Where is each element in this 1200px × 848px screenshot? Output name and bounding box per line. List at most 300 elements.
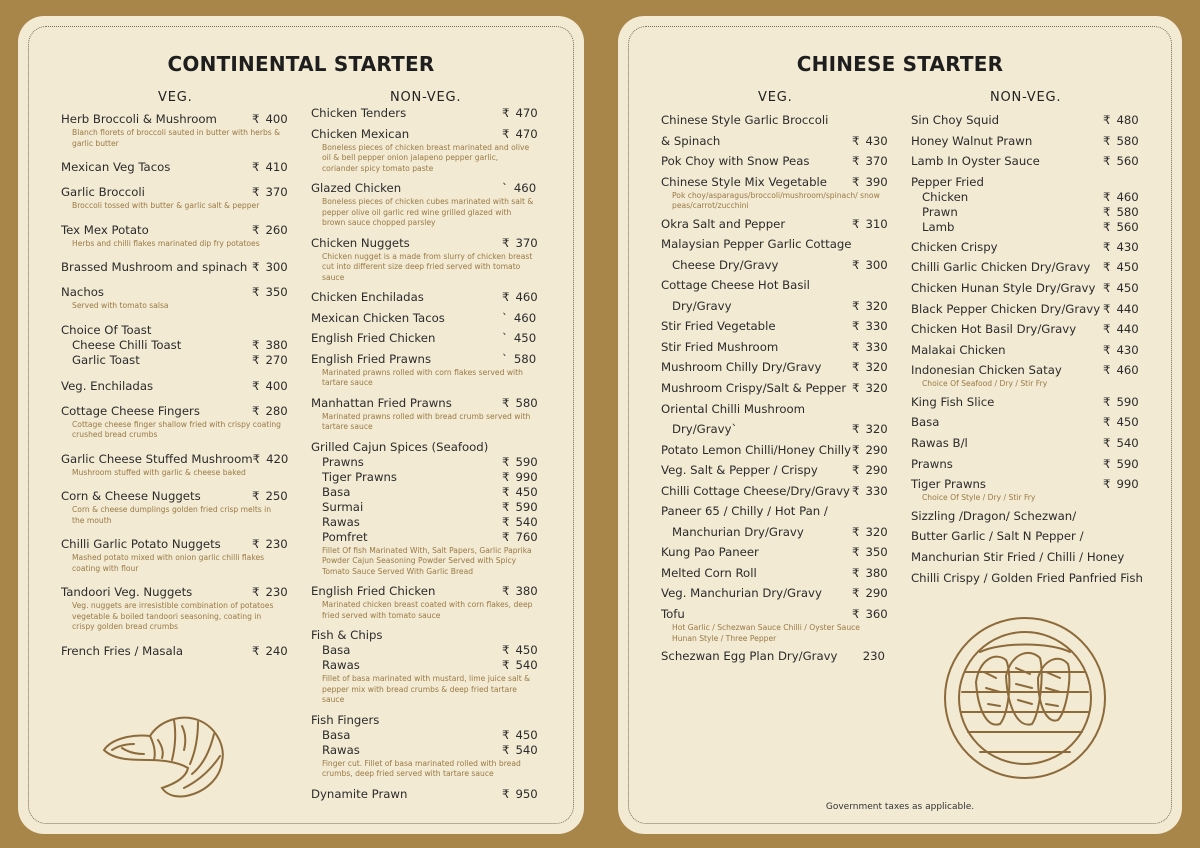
- price-value: 580: [1116, 204, 1139, 219]
- menu-item: [61, 585, 288, 633]
- price-value: 580: [1116, 133, 1139, 148]
- currency-symbol: ₹: [1103, 280, 1111, 295]
- item-price: [502, 584, 538, 599]
- menu-item: [911, 239, 1139, 255]
- item-price: [502, 352, 535, 367]
- menu-item-row: [911, 239, 1139, 255]
- item-price: [252, 643, 288, 659]
- item-name: Chilli Garlic Potato Nuggets: [61, 537, 221, 551]
- menu-item: [661, 504, 885, 519]
- menu-item: [311, 628, 538, 706]
- currency-symbol: ₹: [502, 742, 510, 757]
- item-price: [852, 133, 888, 149]
- item-name: Veg. Enchiladas: [61, 378, 154, 393]
- currency-symbol: ₹: [852, 422, 860, 437]
- item-name: Potato Lemon Chilli/Honey Chilly: [661, 442, 852, 457]
- menu-item: [911, 260, 1139, 275]
- menu-item-row: [661, 174, 888, 190]
- currency-symbol: ₹: [252, 185, 260, 199]
- menu-item: [661, 607, 888, 644]
- menu-item-row: [661, 422, 888, 437]
- currency-symbol: ₹: [252, 378, 260, 393]
- item-price: [502, 311, 535, 326]
- item-name: Oriental Chilli Mushroom: [661, 401, 806, 416]
- currency-symbol: ₹: [1103, 219, 1111, 234]
- item-description: Served with tomato salsa: [72, 301, 169, 310]
- item-name: Malakai Chicken: [911, 342, 1006, 357]
- item-price: [252, 378, 288, 394]
- menu-item: [661, 422, 888, 437]
- menu-item-row: [61, 260, 288, 275]
- currency-symbol: ₹: [852, 298, 860, 313]
- price-value: 320: [865, 360, 888, 375]
- item-name: Okra Salt and Pepper: [661, 216, 786, 231]
- price-value: 540: [515, 514, 538, 529]
- item-name: Rawas: [322, 658, 360, 673]
- price-value: 440: [1116, 322, 1139, 337]
- currency-symbol: ₹: [852, 257, 860, 272]
- currency-symbol: ₹: [502, 529, 510, 544]
- item-name: Veg. Manchurian Dry/Gravy: [661, 586, 822, 601]
- menu-item-row: [911, 550, 1136, 565]
- item-name: Pomfret: [322, 529, 368, 544]
- currency-symbol: ₹: [852, 216, 860, 231]
- item-name: Chicken Hot Basil Dry/Gravy: [911, 322, 1077, 337]
- menu-item-row: [911, 509, 1136, 524]
- item-price: [502, 181, 535, 196]
- currency-symbol: ₹: [1103, 477, 1111, 492]
- currency-symbol: `: [502, 310, 508, 325]
- sub-item-row: [311, 658, 538, 673]
- item-name: Schezwan Egg Plan Dry/Gravy: [661, 649, 838, 664]
- item-name: Rawas B/l: [911, 436, 968, 451]
- price-value: 420: [266, 451, 289, 466]
- price-value: 370: [515, 235, 538, 250]
- price-value: 290: [865, 442, 888, 457]
- currency-symbol: ₹: [852, 174, 860, 189]
- price-value: 990: [1116, 477, 1139, 492]
- item-name: Sin Choy Squid: [911, 113, 1000, 127]
- item-price: [1103, 189, 1139, 205]
- currency-symbol: ₹: [502, 395, 510, 410]
- currency-symbol: ₹: [852, 442, 860, 457]
- currency-symbol: ₹: [1103, 394, 1111, 409]
- menu-item: [661, 319, 888, 334]
- currency-symbol: ₹: [852, 586, 860, 601]
- currency-symbol: ₹: [1103, 260, 1111, 275]
- sub-item-row: [311, 727, 538, 743]
- price-value: 380: [865, 565, 888, 580]
- price-value: 250: [265, 489, 288, 503]
- menu-item: [61, 322, 288, 368]
- item-price: [252, 185, 288, 200]
- item-name: Fish Fingers: [311, 712, 380, 727]
- item-name: Rawas: [322, 742, 360, 757]
- currency-symbol: ₹: [502, 643, 510, 658]
- price-value: 760: [515, 529, 538, 544]
- menu-item: [661, 257, 888, 273]
- item-price: [502, 786, 538, 802]
- item-name: Surmai: [322, 499, 364, 514]
- currency-symbol: ₹: [252, 260, 260, 274]
- menu-item: [911, 415, 1139, 430]
- sub-item-row: [911, 189, 1139, 205]
- item-price: [502, 395, 538, 411]
- item-name: Pepper Fried: [911, 174, 984, 189]
- price-value: 590: [515, 499, 538, 514]
- menu-item: [61, 643, 288, 659]
- price-value: 950: [515, 786, 538, 801]
- menu-item-row: [311, 311, 535, 326]
- menu-item-row: [661, 607, 888, 622]
- item-description: Herbs and chilli flakes marinated dip fry potatoes: [72, 238, 260, 248]
- currency-symbol: ₹: [852, 319, 860, 334]
- item-name: Cottage Cheese Hot Basil: [661, 278, 810, 293]
- item-price: [1103, 342, 1139, 358]
- item-price: [1103, 322, 1139, 337]
- item-name: Basa: [322, 727, 351, 742]
- chinese-veg-list: [661, 113, 888, 670]
- item-description: Hot Garlic / Schezwan Sauce Chilli / Oyster Sauce Hunan Style / Three Pepper: [672, 623, 860, 643]
- price-value: 450: [515, 484, 538, 499]
- item-price: [1103, 219, 1139, 235]
- currency-symbol: ₹: [1103, 301, 1111, 316]
- item-price: [502, 235, 538, 251]
- item-name: Cheese Chilli Toast: [72, 337, 182, 352]
- menu-item: [661, 442, 888, 458]
- menu-item: [61, 285, 288, 312]
- item-name: Glazed Chicken: [311, 181, 402, 196]
- item-price: [852, 339, 888, 355]
- price-value: 230: [265, 537, 288, 551]
- menu-item: [661, 381, 888, 396]
- menu-item: [61, 112, 288, 149]
- item-price: [1103, 301, 1139, 317]
- menu-item: [661, 524, 888, 540]
- menu-item: [311, 439, 538, 578]
- currency-symbol: ₹: [502, 584, 510, 599]
- item-name: Stir Fried Mushroom: [661, 339, 779, 354]
- price-value: 540: [515, 742, 538, 757]
- item-price: [502, 742, 538, 758]
- item-name: Sizzling /Dragon/ Schezwan/: [911, 508, 1077, 523]
- menu-item-row: [661, 133, 888, 149]
- item-name: Chilli Cottage Cheese/Dry/Gravy: [661, 483, 850, 498]
- menu-item-row: [661, 402, 885, 417]
- currency-symbol: ₹: [852, 154, 860, 169]
- item-price: [852, 483, 888, 499]
- currency-symbol: ₹: [502, 499, 510, 514]
- item-description: Boneless pieces of chicken breast marinated and olive oil & bell pepper onion jalapeno pepper garlic, coriander spicy tomato paste: [322, 142, 530, 173]
- currency-symbol: ₹: [852, 607, 860, 622]
- currency-symbol: ₹: [1103, 322, 1111, 337]
- item-name: Kung Pao Paneer: [661, 545, 759, 560]
- menu-item-row: [311, 713, 535, 728]
- menu-item-row: [911, 529, 1136, 544]
- currency-symbol: ₹: [252, 643, 260, 658]
- item-price: [502, 331, 535, 346]
- menu-item: [661, 463, 888, 478]
- menu-item-row: [311, 181, 535, 196]
- menu-item: [661, 298, 888, 314]
- currency-symbol: ₹: [502, 727, 510, 742]
- item-name: Fish & Chips: [311, 628, 383, 643]
- item-description: Mushroom stuffed with garlic & cheese baked: [72, 467, 246, 477]
- item-name: Prawn: [922, 204, 958, 219]
- price-value: 290: [865, 586, 888, 601]
- menu-item: [911, 280, 1139, 296]
- price-value: 310: [865, 216, 888, 231]
- menu-item-row: [61, 537, 288, 552]
- item-name: Mexican Veg Tacos: [61, 160, 171, 174]
- item-price: [252, 160, 288, 175]
- menu-item-row: [661, 298, 888, 314]
- menu-item: [911, 529, 1136, 544]
- price-value: 260: [265, 222, 288, 237]
- price-value: 460: [1116, 189, 1139, 204]
- price-value: 450: [515, 727, 538, 742]
- item-price: [1103, 280, 1139, 296]
- currency-symbol: ₹: [502, 454, 510, 469]
- menu-item: [911, 394, 1139, 410]
- menu-item: [311, 290, 538, 305]
- item-price: [852, 154, 888, 169]
- price-value: 580: [513, 351, 537, 366]
- item-price: [1103, 394, 1139, 410]
- menu-item-row: [311, 352, 535, 367]
- price-value: 290: [865, 463, 888, 478]
- currency-symbol: ₹: [1103, 154, 1111, 169]
- menu-item: [661, 649, 885, 664]
- item-price: [252, 285, 288, 300]
- menu-item-row: [311, 786, 538, 802]
- price-value: 450: [1116, 280, 1139, 295]
- price-value: 540: [515, 658, 538, 673]
- item-price: [1103, 133, 1139, 149]
- item-price: [852, 586, 888, 601]
- menu-item: [661, 339, 888, 355]
- sub-item-row: [911, 204, 1139, 220]
- currency-symbol: `: [502, 331, 508, 346]
- menu-item-row: [61, 451, 289, 467]
- item-price: [252, 112, 288, 127]
- menu-item-row: [661, 113, 885, 128]
- currency-symbol: ₹: [1103, 133, 1111, 148]
- item-price: [252, 403, 288, 419]
- menu-item-row: [61, 112, 288, 127]
- menu-item: [911, 301, 1139, 317]
- currency-symbol: ₹: [252, 160, 260, 174]
- menu-item-row: [911, 342, 1139, 358]
- continental-page: [18, 16, 584, 834]
- currency-symbol: ₹: [852, 483, 860, 498]
- item-name: Chicken Enchiladas: [311, 290, 424, 305]
- price-value: 270: [265, 352, 288, 367]
- veg-heading: VEG.: [758, 90, 793, 105]
- menu-item: [661, 133, 888, 149]
- item-description: Mashed potato mixed with onion garlic chilli flakes coating with flour: [72, 553, 265, 573]
- section-title: CHINESE STARTER: [796, 52, 1004, 76]
- menu-item: [311, 331, 535, 346]
- item-name: French Fries / Masala: [61, 643, 184, 658]
- price-value: 350: [865, 545, 888, 560]
- item-name: Chinese Style Garlic Broccoli: [661, 113, 829, 127]
- price-value: 590: [1116, 394, 1139, 409]
- item-name: Dry/Gravy: [672, 298, 732, 313]
- chinese-page: [618, 16, 1182, 834]
- item-price: [852, 257, 888, 273]
- veg-heading: VEG.: [158, 90, 193, 105]
- menu-item: [661, 586, 888, 601]
- price-value: 350: [265, 285, 288, 299]
- item-price: [252, 352, 288, 368]
- menu-item: [61, 403, 288, 441]
- item-price: [1103, 154, 1139, 169]
- item-description: Pok choy/asparagus/broccoli/mushroom/spinach/ snow peas/carrot/zucchini: [672, 190, 880, 211]
- item-price: [252, 451, 289, 467]
- currency-symbol: ₹: [1103, 415, 1111, 430]
- item-description: Blanch florets of broccoli sauted in butter with herbs & garlic butter: [72, 128, 281, 148]
- item-name: & Spinach: [661, 133, 721, 148]
- menu-item: [61, 222, 288, 250]
- menu-item: [661, 113, 885, 128]
- item-name: Basa: [322, 643, 351, 658]
- nonveg-heading: NON-VEG.: [390, 90, 462, 105]
- item-name: Mushroom Crispy/Salt & Pepper: [661, 381, 847, 396]
- price-value: 450: [513, 331, 537, 346]
- item-price: [852, 442, 888, 458]
- continental-nonveg-list: [311, 106, 538, 807]
- item-price: [1103, 415, 1139, 430]
- item-name: Chicken: [922, 189, 969, 204]
- currency-symbol: ₹: [1103, 204, 1111, 219]
- currency-symbol: `: [502, 181, 508, 196]
- menu-item: [311, 106, 538, 121]
- item-description: Fillet of basa marinated with mustard, lime juice salt & pepper mix with bread crumbs & deep fried tartare sauce: [322, 674, 531, 705]
- item-price: [252, 260, 288, 275]
- item-name: Basa: [911, 415, 940, 430]
- item-price: [502, 454, 538, 470]
- menu-item: [311, 786, 538, 802]
- item-price: [1103, 113, 1139, 128]
- menu-item-row: [61, 378, 288, 394]
- item-price: [852, 649, 885, 664]
- price-value: 380: [515, 584, 538, 599]
- menu-item: [61, 378, 288, 394]
- menu-item-row: [661, 463, 888, 478]
- dumpling-steamer-icon: [940, 612, 1110, 782]
- price-value: 990: [515, 469, 538, 484]
- menu-item-row: [61, 489, 288, 504]
- price-value: 590: [1116, 456, 1139, 471]
- currency-symbol: ₹: [852, 339, 860, 354]
- currency-symbol: ₹: [252, 403, 260, 418]
- item-name: Black Pepper Chicken Dry/Gravy: [911, 301, 1101, 316]
- item-name: Basa: [322, 484, 351, 499]
- item-price: [252, 585, 288, 600]
- price-value: 430: [1116, 342, 1139, 357]
- sub-item-row: [311, 484, 538, 500]
- item-price: [852, 174, 888, 190]
- currency-symbol: ₹: [502, 658, 510, 673]
- menu-item-row: [911, 301, 1139, 317]
- menu-item-row: [61, 643, 288, 659]
- item-price: [1103, 204, 1139, 220]
- item-name: Dry/Gravy`: [672, 422, 738, 437]
- item-name: English Fried Chicken: [311, 331, 436, 346]
- item-name: English Fried Chicken: [311, 584, 436, 599]
- item-price: [852, 607, 888, 622]
- item-name: Rawas: [322, 514, 360, 529]
- price-value: 540: [1116, 436, 1139, 451]
- item-price: [852, 545, 888, 560]
- item-price: [852, 422, 888, 437]
- item-name: Grilled Cajun Spices (Seafood): [311, 439, 489, 454]
- item-name: Chicken Nuggets: [311, 235, 410, 250]
- menu-item: [311, 181, 535, 229]
- currency-symbol: ₹: [1103, 342, 1111, 357]
- menu-item-row: [311, 106, 538, 121]
- menu-item-row: [911, 260, 1139, 275]
- item-name: Chicken Mexican: [311, 126, 410, 141]
- item-description: Fillet Of fish Marinated With, Salt Papers, Garlic Paprika Powder Cajun Seasoning Powder Served with Spicy Tomato Sauce Served With Garlic Bread: [322, 545, 532, 576]
- menu-item-row: [61, 160, 288, 175]
- currency-symbol: ₹: [1103, 363, 1111, 378]
- item-name: Brassed Mushroom and spinach: [61, 260, 248, 274]
- nonveg-heading: NON-VEG.: [990, 90, 1062, 105]
- sub-item-row: [311, 469, 538, 485]
- price-value: 460: [1116, 363, 1139, 378]
- price-value: 390: [865, 174, 888, 189]
- currency-symbol: ₹: [852, 463, 860, 478]
- menu-item-row: [661, 319, 888, 334]
- sub-item-row: [311, 454, 538, 470]
- sub-item-row: [311, 499, 538, 515]
- menu-item: [661, 402, 885, 417]
- currency-symbol: ₹: [852, 524, 860, 539]
- item-name: King Fish Slice: [911, 394, 995, 409]
- menu-item-row: [911, 280, 1139, 296]
- currency-symbol: ₹: [252, 112, 260, 126]
- currency-symbol: ₹: [502, 786, 510, 801]
- price-value: 450: [1116, 260, 1139, 275]
- item-price: [502, 106, 538, 121]
- menu-item-row: [61, 403, 288, 419]
- currency-symbol: ₹: [252, 222, 260, 237]
- sub-item-row: [61, 337, 288, 353]
- menu-item-row: [911, 415, 1139, 430]
- item-price: [1103, 239, 1139, 255]
- currency-symbol: ₹: [252, 585, 260, 599]
- sub-item-row: [311, 514, 538, 530]
- item-name: Tiger Prawns: [322, 469, 398, 484]
- currency-symbol: ₹: [252, 352, 260, 367]
- price-value: 460: [513, 181, 537, 196]
- item-price: [252, 222, 288, 238]
- item-name: Cheese Dry/Gravy: [672, 257, 779, 272]
- item-price: [502, 126, 538, 142]
- menu-item: [311, 712, 538, 780]
- item-name: Tiger Prawns: [911, 477, 987, 492]
- currency-symbol: ₹: [252, 285, 260, 299]
- item-name: Nachos: [61, 285, 104, 299]
- price-value: 330: [865, 319, 888, 334]
- item-name: Paneer 65 / Chilly / Hot Pan /: [661, 504, 828, 519]
- menu-item: [661, 545, 888, 560]
- currency-symbol: ₹: [1103, 239, 1111, 254]
- price-value: 430: [1116, 239, 1139, 254]
- currency-symbol: ₹: [502, 484, 510, 499]
